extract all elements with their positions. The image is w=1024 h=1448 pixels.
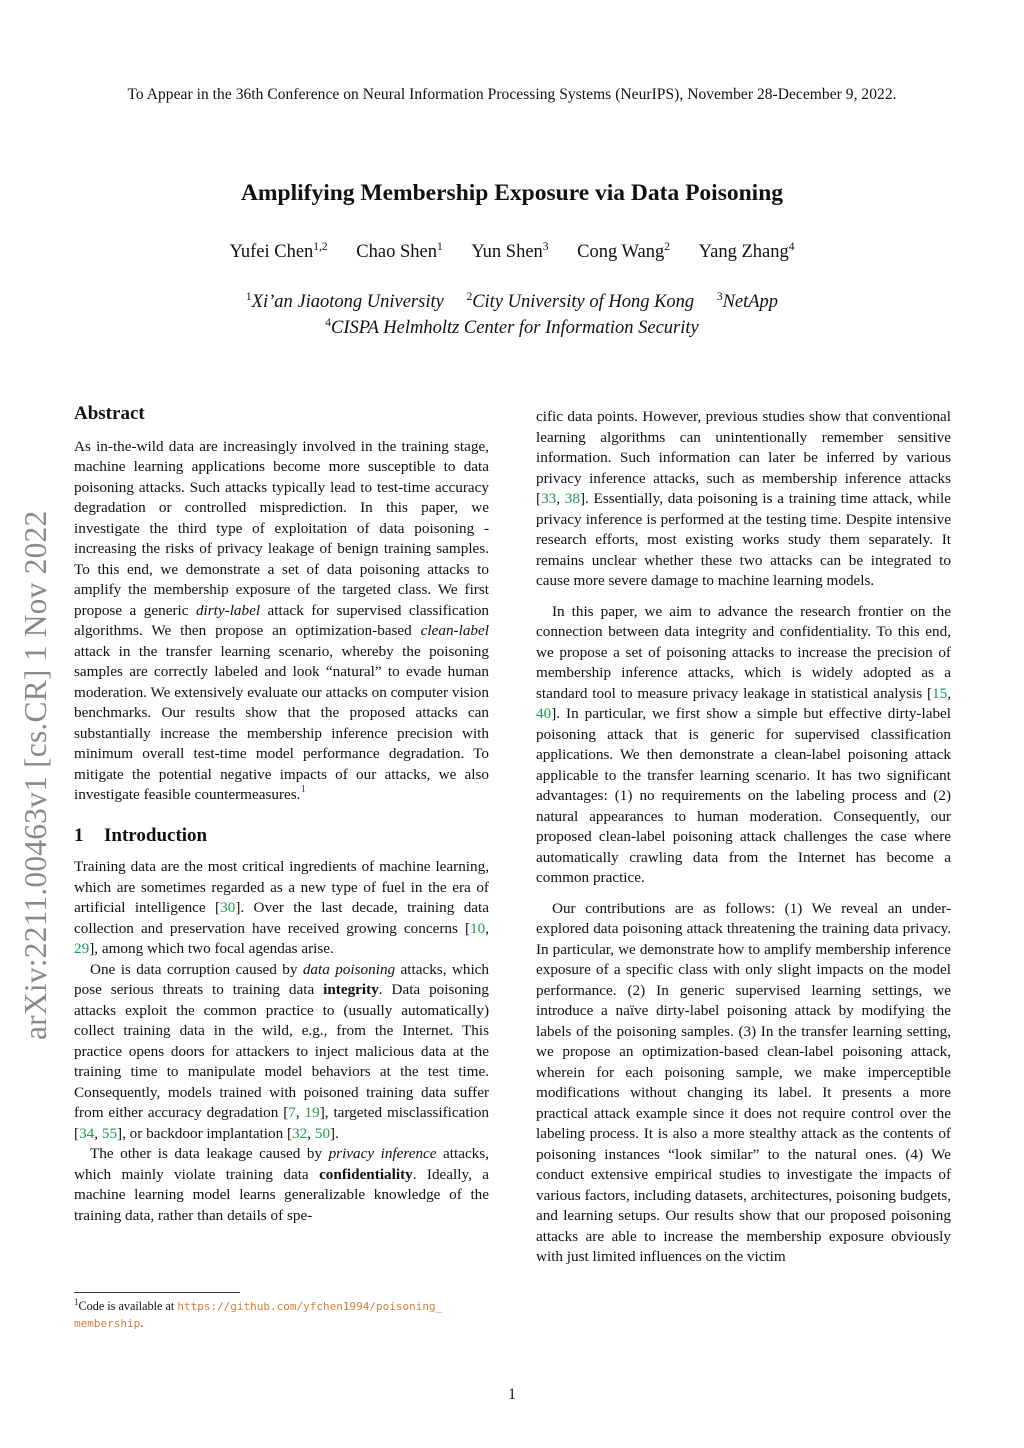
affiliation: $^4$CISPA Helmholtz Center for Information Security: [325, 317, 699, 338]
author: Yun Shen$^3$: [471, 241, 549, 262]
author: Yang Zhang$^4$: [698, 241, 795, 262]
footnote: [74, 1292, 489, 1332]
left-column: [74, 404, 489, 1226]
citation-link[interactable]: 40: [536, 705, 552, 722]
page-number: 1: [508, 1386, 516, 1403]
affiliation: $^3$NetApp: [716, 291, 779, 312]
author-list: [0, 242, 1024, 263]
right-column: [536, 407, 951, 1268]
abstract-text: As in-the-wild data are increasingly involved in the training stage, machine learning applications become more susceptible to data poisoning attacks. Such attacks typically lead to test-time accuracy degradation or controlled misprediction. In this paper, we investigate the third type of exploitation of data poisoning - increasing the risks of privacy leakage of benign training samples. To this end, we demonstrate a set of data poisoning attacks to amplify the membership exposure of the targeted class. We first propose a generic dirty-label attack for supervised classification algorithms. We then propose an optimization-based clean-label attack in the transfer learning scenario, whereby the poisoning samples are correctly labeled and look “natural” to evade human moderation. We extensively evaluate our attacks on computer vision benchmarks. Our results show that the proposed attacks can substantially increase the membership inference precision with minimum overall test-time model performance degradation. To mitigate the potential negative impacts of our attacks, we also investigate feasible countermeasures.$^1$: [74, 437, 490, 803]
arxiv-stamp: arXiv:2211.00463v1 [cs.CR] 1 Nov 2022: [18, 510, 53, 1040]
intro-paragraph-2: One is data corruption caused by data poisoning attacks, which pose serious threats to training data integrity. Data poisoning attacks exploit the common practice to (usually automatically) collect training data in the wild, e.g., from the Internet. This practice opens doors for attackers to inject malicious data at the training time to manipulate model behaviors at the test time. Consequently, models trained with poisoned training data suffer from either accuracy degradation [7, 19], targeted misclassification [34, 55], or backdoor implantation [32, 50].: [74, 960, 490, 1142]
footnote-text: $^1$Code is available at https://github.com/yfchen1994/poisoning_ membership.: [74, 1297, 443, 1330]
citation-link[interactable]: 10: [470, 919, 486, 937]
citation-link[interactable]: 19: [304, 1104, 320, 1121]
affiliation: $^1$Xi’an Jiaotong University: [245, 291, 444, 312]
citation-link[interactable]: 50: [314, 1124, 331, 1142]
venue-header: To Appear in the 36th Conference on Neural Information Processing Systems (NeurIPS), November 28-December 9, 2022.: [127, 86, 897, 103]
citation-link[interactable]: 38: [564, 490, 580, 507]
citation-link[interactable]: 32: [292, 1124, 308, 1142]
citation-link[interactable]: 34: [79, 1124, 95, 1142]
citation-link[interactable]: 29: [74, 940, 90, 957]
author: Chao Shen$^1$: [356, 241, 443, 262]
contributions-paragraph: Our contributions are as follows: (1) We reveal an under-explored data poisoning attack threatening the training data privacy. In particular, we demonstrate how to amplify membership inference exposure of a specific class with only slight impacts on the model performance. (2) In generic supervised learning settings, we introduce a naïve dirty-label poisoning attack by modifying the labels of the poisoning samples. (3) In the transfer learning setting, we propose an optimization-based clean-label poisoning attack, wherein for each poisoning sample, we make imperceptible modifications without changing its label. It presents a more practical attack example since it does not require control over the labeling process. It is also a more stealthy attack as the contents of poisoning instances “look similar” to the natural ones. (4) We conduct extensive empirical studies to investigate the impacts of various factors, including datasets, architectures, poisoning budgets, and learning setups. Our results show that our proposed poisoning attacks are able to increase the membership exposure obviously with just limited influences on the victim: [536, 899, 951, 1265]
author: Cong Wang$^2$: [577, 241, 670, 262]
intro-paragraph-3: The other is data leakage caused by privacy inference attacks, which mainly violate training data confidentiality. Ideally, a machine learning model learns generalizable knowledge of the training data, rather than details of spe-: [74, 1145, 489, 1224]
footnote-rule: [74, 1292, 240, 1293]
abstract-heading: Abstract: [74, 403, 145, 424]
intro-paragraph-4: In this paper, we aim to advance the research frontier on the connection between data integrity and confidentiality. To this end, we propose a set of poisoning attacks to increase the precision of membership inference attacks, which is widely adopted as a standard tool to measure privacy leakage in statistical analysis [15, 40]. In particular, we first show a simple but effective dirty-label poisoning attack that is generic for supervised classification applications. We then demonstrate a clean-label poisoning attack applicable to the transfer learning scenario. It has two significant advantages: (1) no requirements on the labeling process and (2) natural appearances to human moderation. Consequently, our proposed clean-label poisoning attack challenges the case where automatically crawling data from the Internet has become a common practice.: [536, 602, 951, 886]
citation-link[interactable]: 7: [288, 1104, 296, 1121]
citation-link[interactable]: 55: [101, 1124, 118, 1142]
affiliations-line-2: [0, 318, 1024, 339]
footnote-link[interactable]: 1: [300, 783, 306, 795]
author: Yufei Chen$^{1,2}$: [229, 241, 328, 262]
paper-title: Amplifying Membership Exposure via Data Poisoning: [240, 180, 784, 206]
citation-link[interactable]: 33: [541, 490, 557, 507]
code-url-link[interactable]: https://github.com/yfchen1994/poisoning_: [177, 1300, 443, 1313]
citation-link[interactable]: 15: [932, 684, 948, 702]
citation-link[interactable]: 30: [220, 899, 236, 916]
affiliations-line-1: [0, 292, 1024, 313]
intro-paragraph-1: Training data are the most critical ingredients of machine learning, which are sometimes regarded as a new type of fuel in the era of artificial intelligence [30]. Over the last decade, training data collection and preservation have received growing concerns [10, 29], among which two focal agendas arise.: [74, 858, 489, 957]
section-heading-introduction: 1 Introduction: [74, 824, 208, 846]
affiliation: $^2$City University of Hong Kong: [466, 291, 695, 312]
intro-paragraph-3-continued: cific data points. However, previous studies show that conventional learning algorithms can unintentionally remember sensitive information. Such information can later be inferred by various privacy inference attacks, such as membership inference attacks [33, 38]. Essentially, data poisoning is a training time attack, while privacy inference is performed at the testing time. Despite intensive research efforts, most existing works study them separately. It remains unclear whether these two attacks can be integrated to cause more severe damage to machine learning models.: [536, 408, 951, 589]
code-url-link-continued[interactable]: membership: [74, 1317, 141, 1330]
